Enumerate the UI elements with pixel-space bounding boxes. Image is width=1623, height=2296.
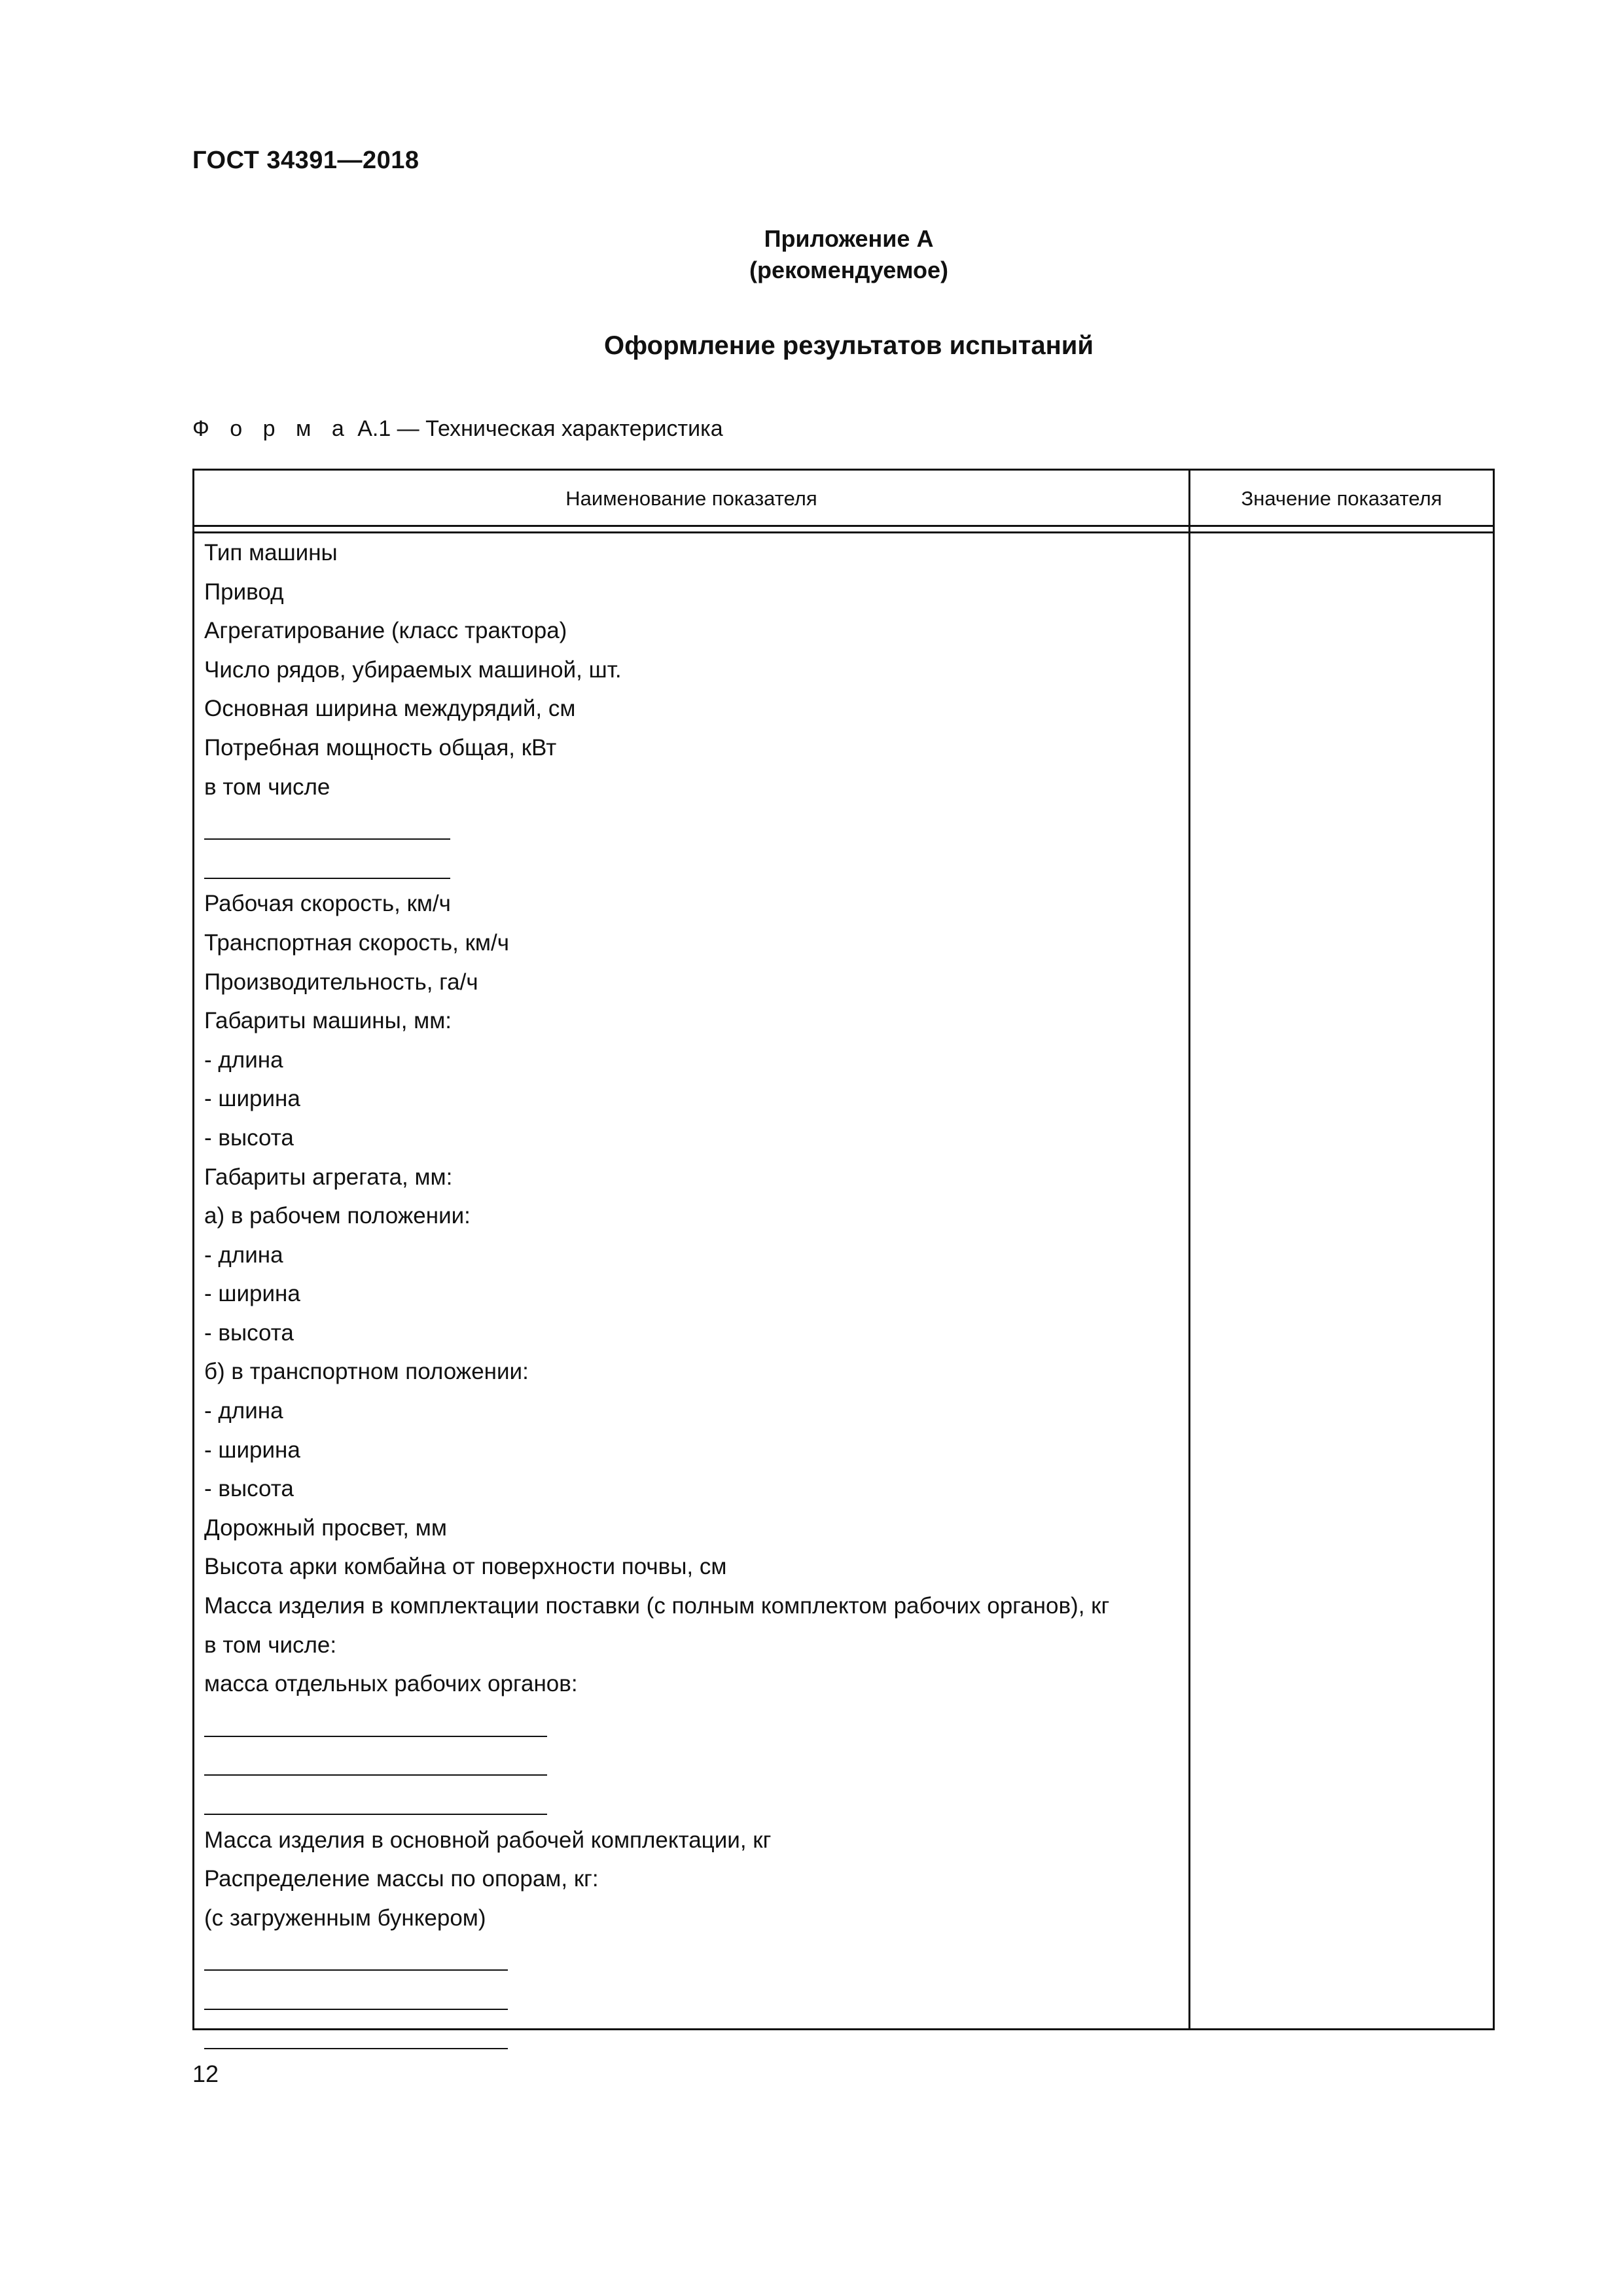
table-row: - длина: [204, 1398, 283, 1424]
table-row: (с загруженным бункером): [204, 1905, 486, 1931]
document-header: ГОСТ 34391—2018: [192, 147, 419, 174]
blank-fill-line: [204, 2048, 508, 2049]
table-row: в том числе: [204, 774, 330, 800]
table-row: масса отдельных рабочих органов:: [204, 1671, 578, 1697]
table-row: [204, 1747, 1179, 1786]
table-header-rule-double: [192, 531, 1495, 533]
table-row: Основная ширина междурядий, см: [204, 696, 576, 722]
table-row: Габариты агрегата, мм:: [204, 1164, 453, 1190]
form-caption-prefix: Ф о р м а: [192, 416, 351, 441]
table-row: Рабочая скорость, км/ч: [204, 891, 451, 917]
table-row: - высота: [204, 1319, 294, 1346]
table-row: - ширина: [204, 1086, 300, 1112]
table-row: Дорожный просвет, мм: [204, 1515, 447, 1541]
table-row: - ширина: [204, 1281, 300, 1307]
table-row: Транспортная скорость, км/ч: [204, 929, 509, 956]
page-number: 12: [192, 2060, 219, 2087]
blank-fill-line: [204, 1774, 547, 1776]
table-row: Тип машины: [204, 540, 338, 565]
table-row: Привод: [204, 579, 284, 605]
table-row: [204, 1942, 1179, 1981]
col-header-value: Значение показателя: [1241, 487, 1442, 510]
form-caption: [192, 416, 723, 442]
appendix-status: (рекомендуемое): [749, 257, 948, 283]
table-row: Высота арки комбайна от поверхности почвы, см: [204, 1554, 727, 1580]
table-row: Агрегатирование (класс трактора): [204, 618, 567, 644]
table-row: Потребная мощность общая, кВт: [204, 734, 557, 761]
table-row: [204, 1981, 1179, 2020]
blank-fill-line: [204, 1736, 547, 1737]
blank-fill-line: [204, 838, 450, 840]
blank-fill-line: [204, 2009, 508, 2010]
table-row: Масса изделия в основной рабочей комплектации, кг: [204, 1827, 772, 1853]
table-row: - длина: [204, 1242, 283, 1268]
table-row: [204, 2020, 1179, 2060]
table-row: в том числе:: [204, 1632, 337, 1658]
table-row: Производительность, га/ч: [204, 969, 478, 995]
table-row: а) в рабочем положении:: [204, 1203, 471, 1229]
col-header-name: Наименование показателя: [565, 487, 817, 510]
table-row: [204, 1708, 1179, 1748]
form-caption-text: А.1 — Техническая характеристика: [357, 416, 723, 441]
table-row: Число рядов, убираемых машиной, шт.: [204, 656, 622, 683]
appendix-title: Приложение А: [764, 225, 934, 252]
table-row: - ширина: [204, 1437, 300, 1463]
table-rows: [204, 538, 1179, 2059]
table-column-divider: [1188, 469, 1190, 2030]
blank-fill-line: [204, 1969, 508, 1971]
table-row: [204, 811, 1179, 850]
blank-fill-line: [204, 878, 450, 879]
table-row: - длина: [204, 1047, 283, 1073]
table-row: б) в транспортном положении:: [204, 1359, 529, 1385]
blank-fill-line: [204, 1814, 547, 1815]
table-row: - высота: [204, 1476, 294, 1502]
table-row: [204, 850, 1179, 889]
table-row: Распределение массы по опорам, кг:: [204, 1866, 599, 1892]
table-header-rule: [192, 525, 1495, 527]
table-row: Габариты машины, мм:: [204, 1008, 452, 1034]
table-row: Масса изделия в комплектации поставки (с полным комплектом рабочих органов), кг: [204, 1593, 1110, 1619]
section-title: Оформление результатов испытаний: [604, 331, 1094, 360]
table-row: [204, 1786, 1179, 1825]
table-row: - высота: [204, 1124, 294, 1151]
